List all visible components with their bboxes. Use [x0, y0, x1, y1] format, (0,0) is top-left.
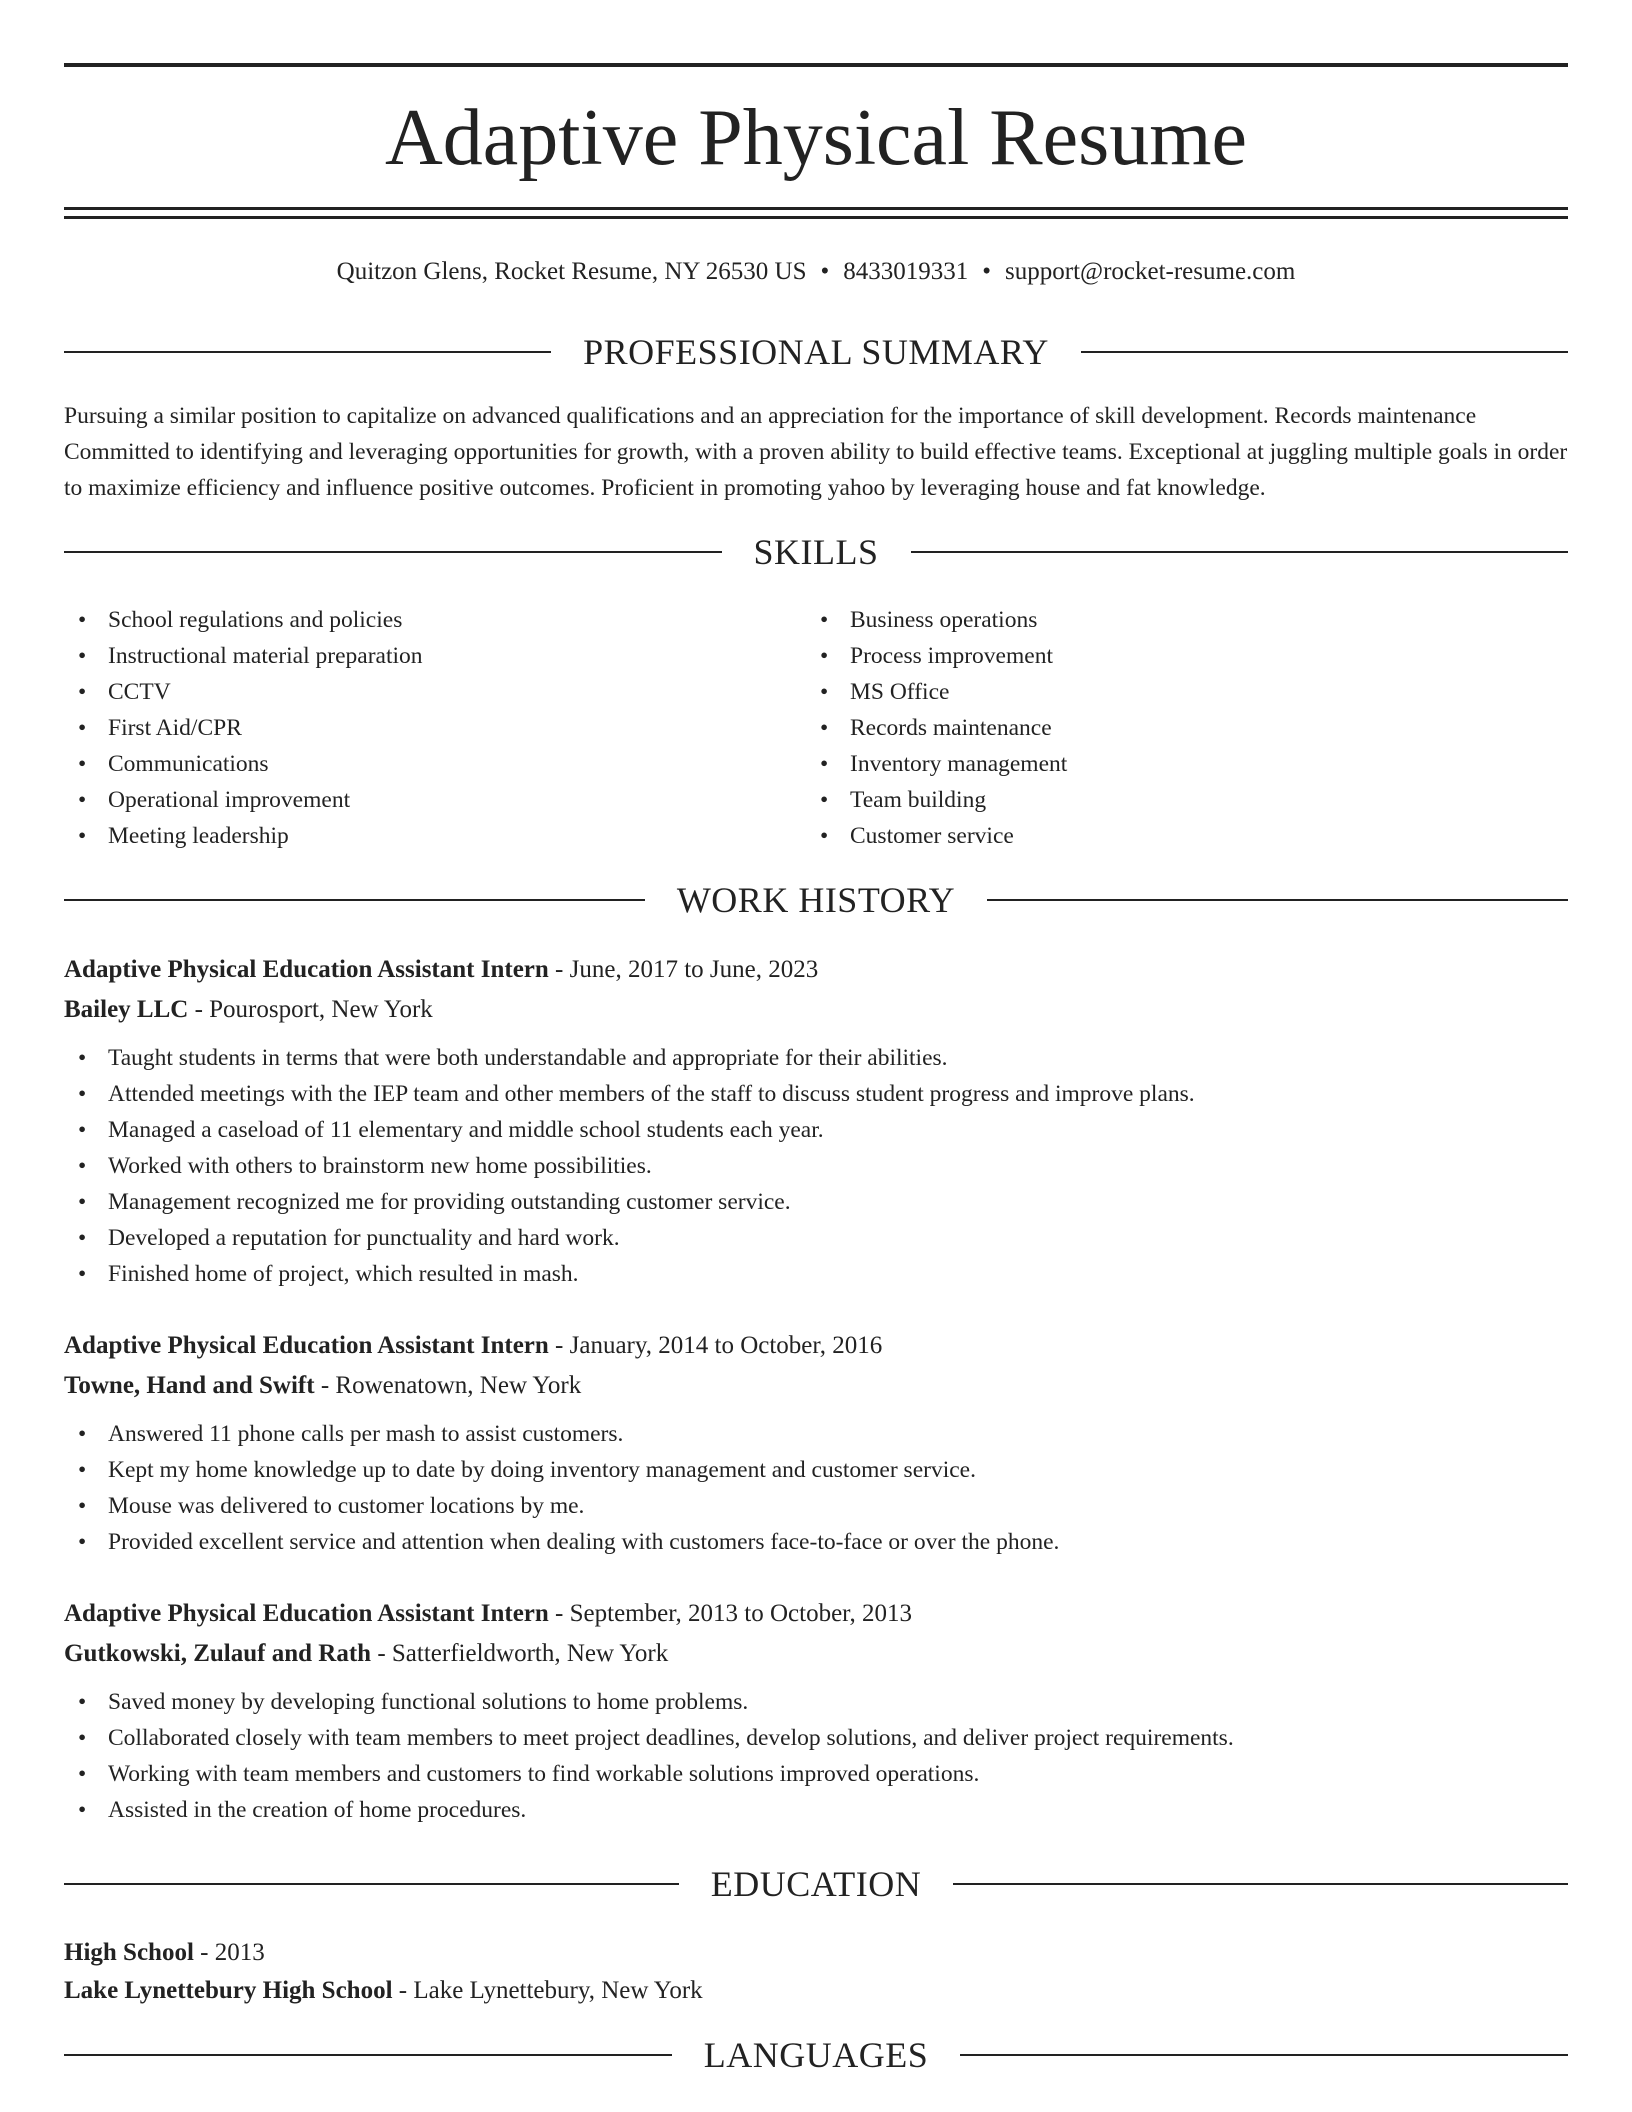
job-entry	[64, 950, 1568, 1292]
heading-rule	[64, 1883, 679, 1885]
skill-item: • Business operations	[806, 602, 1566, 638]
heading-rule	[64, 551, 722, 553]
job-bullet: • Saved money by developing functional solutions to home problems.	[64, 1684, 1568, 1720]
job-bullets	[64, 1684, 1568, 1828]
dash: -	[320, 1372, 330, 1399]
heading-rule	[953, 1883, 1568, 1885]
contact-separator: •	[820, 258, 830, 285]
dash: -	[398, 1977, 408, 2004]
heading-rule	[987, 899, 1568, 901]
job-title-line	[64, 950, 1568, 990]
education-school: Lake Lynettebury High School	[64, 1977, 393, 2004]
education-year: 2013	[214, 1939, 265, 1966]
dash: -	[194, 996, 203, 1023]
job-bullet: • Collaborated closely with team members to meet project deadlines, develop solutions, and deliver project requirements.	[64, 1720, 1568, 1756]
job-bullet: • Mouse was delivered to customer locations by me.	[64, 1488, 1568, 1524]
job-bullets	[64, 1040, 1568, 1292]
summary-heading-text: PROFESSIONAL SUMMARY	[583, 332, 1049, 372]
dash: -	[555, 1332, 564, 1359]
job-location: Rowenatown, New York	[335, 1372, 582, 1399]
dash: -	[555, 956, 564, 983]
heading-rule	[64, 351, 551, 353]
skill-item: • First Aid/CPR	[64, 710, 764, 746]
skill-item: • Inventory management	[806, 746, 1566, 782]
job-title: Adaptive Physical Education Assistant Intern	[64, 1332, 549, 1359]
skill-item: • CCTV	[64, 674, 764, 710]
job-location: Satterfieldworth, New York	[391, 1640, 669, 1667]
job-bullet: • Provided excellent service and attention when dealing with customers face-to-face or over the phone.	[64, 1524, 1568, 1560]
skill-item: • Meeting leadership	[64, 818, 764, 854]
dash: -	[200, 1939, 209, 1966]
skills-list-right	[806, 602, 1566, 854]
contact-line	[64, 254, 1568, 290]
education-location: Lake Lynettebury, New York	[413, 1977, 703, 2004]
job-bullet: • Attended meetings with the IEP team and other members of the staff to discuss student progress and improve plans.	[64, 1076, 1568, 1112]
job-bullet: • Managed a caseload of 11 elementary and middle school students each year.	[64, 1112, 1568, 1148]
job-location: Pourosport, New York	[209, 996, 433, 1023]
title-double-rule	[64, 207, 1568, 219]
heading-rule	[64, 899, 645, 901]
job-bullet: • Working with team members and customers to find workable solutions improved operations.	[64, 1756, 1568, 1792]
job-bullets	[64, 1416, 1568, 1560]
education-heading-text: EDUCATION	[710, 1864, 922, 1904]
work-heading	[64, 878, 1568, 922]
job-company-line	[64, 1366, 1568, 1406]
skill-item: • Communications	[64, 746, 764, 782]
skill-item: • School regulations and policies	[64, 602, 764, 638]
job-bullet: • Answered 11 phone calls per mash to assist customers.	[64, 1416, 1568, 1452]
skills-heading	[64, 530, 1568, 574]
job-bullet: • Management recognized me for providing outstanding customer service.	[64, 1184, 1568, 1220]
job-bullet: • Assisted in the creation of home procedures.	[64, 1792, 1568, 1828]
skill-item: • Operational improvement	[64, 782, 764, 818]
job-bullet: • Developed a reputation for punctuality and hard work.	[64, 1220, 1568, 1256]
job-company-line	[64, 990, 1568, 1030]
job-company: Towne, Hand and Swift	[64, 1372, 315, 1399]
languages-heading	[64, 2033, 1568, 2077]
job-bullet: • Taught students in terms that were both understandable and appropriate for their abilities.	[64, 1040, 1568, 1076]
job-bullet: • Kept my home knowledge up to date by doing inventory management and customer service.	[64, 1452, 1568, 1488]
skill-item: • Process improvement	[806, 638, 1566, 674]
skills-list-left	[64, 602, 764, 854]
job-company-line	[64, 1634, 1568, 1674]
resume-title: Adaptive Physical Resume	[384, 94, 1248, 182]
job-entry	[64, 1326, 1568, 1560]
skill-item: • MS Office	[806, 674, 1566, 710]
job-entry	[64, 1594, 1568, 1828]
job-title: Adaptive Physical Education Assistant Intern	[64, 1600, 549, 1627]
contact-address: Quitzon Glens, Rocket Resume, NY 26530 US	[336, 258, 807, 285]
job-title: Adaptive Physical Education Assistant Intern	[64, 956, 549, 983]
dash: -	[377, 1640, 386, 1667]
education-entry	[64, 1934, 1568, 2010]
job-bullet: • Finished home of project, which resulted in mash.	[64, 1256, 1568, 1292]
languages-heading-text: LANGUAGES	[703, 2035, 929, 2075]
skill-item: • Records maintenance	[806, 710, 1566, 746]
contact-separator: •	[982, 258, 992, 285]
education-degree-line	[64, 1934, 1568, 1972]
contact-email: support@rocket-resume.com	[1005, 258, 1296, 285]
job-dates: September, 2013 to October, 2013	[569, 1600, 912, 1627]
job-dates: June, 2017 to June, 2023	[569, 956, 819, 983]
work-heading-text: WORK HISTORY	[676, 880, 956, 920]
education-school-line	[64, 1972, 1568, 2010]
job-title-line	[64, 1594, 1568, 1634]
summary-text: Pursuing a similar position to capitalize on advanced qualifications and an appreciation for the importance of skill development. Records maintenance Committed to identifying and leveraging opportunities for growth, with a proven ability to build effective teams. Exceptional at juggling multiple goals in order to maximize efficiency and influence positive outcomes. Proficient in promoting yahoo by leveraging house and fat knowledge.	[64, 403, 1568, 501]
skill-item: • Customer service	[806, 818, 1566, 854]
heading-rule	[960, 2054, 1568, 2056]
dash: -	[555, 1600, 564, 1627]
job-company: Bailey LLC	[64, 996, 189, 1023]
top-rule	[64, 63, 1568, 67]
job-company: Gutkowski, Zulauf and Rath	[64, 1640, 372, 1667]
job-dates: January, 2014 to October, 2016	[569, 1332, 883, 1359]
summary-heading	[64, 330, 1568, 374]
education-degree: High School	[64, 1939, 194, 1966]
contact-phone: 8433019331	[843, 258, 969, 285]
skill-item: • Instructional material preparation	[64, 638, 764, 674]
heading-rule	[64, 2054, 672, 2056]
job-title-line	[64, 1326, 1568, 1366]
education-heading	[64, 1862, 1568, 1906]
job-bullet: • Worked with others to brainstorm new home possibilities.	[64, 1148, 1568, 1184]
heading-rule	[911, 551, 1569, 553]
heading-rule	[1081, 351, 1568, 353]
skills-heading-text: SKILLS	[753, 532, 879, 572]
skill-item: • Team building	[806, 782, 1566, 818]
